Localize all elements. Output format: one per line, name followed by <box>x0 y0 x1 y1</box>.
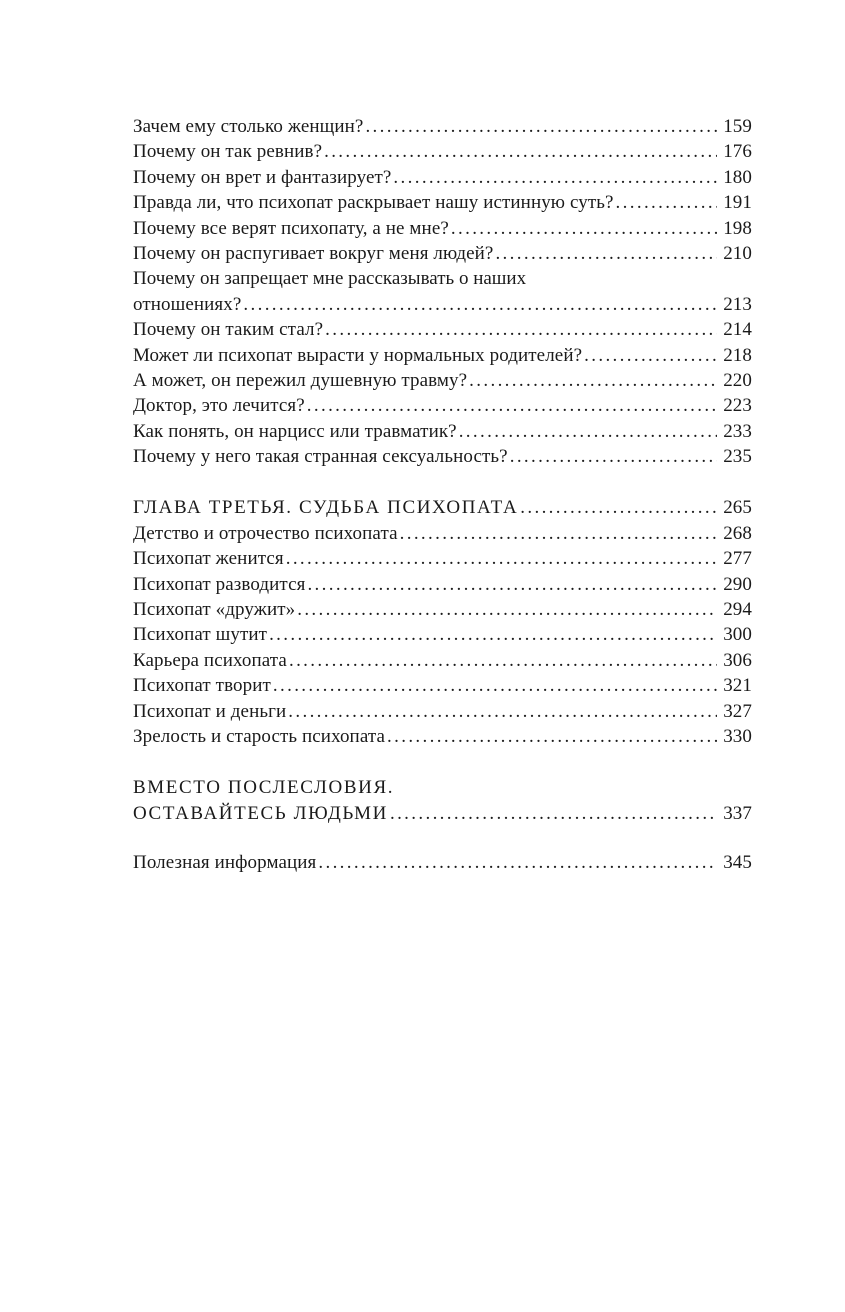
toc-entry-page: 294 <box>723 599 752 621</box>
toc-entry-title: А может, он пережил душевную травму? <box>133 369 468 391</box>
leader-dots <box>510 444 717 469</box>
toc-entry-title: Почему он распугивает вокруг меня людей? <box>133 242 494 264</box>
toc-entry-page: 214 <box>723 319 752 341</box>
afterword-title-line2: ОСТАВАЙТЕСЬ ЛЮДЬМИ <box>133 802 388 824</box>
toc-entry-page: 218 <box>723 344 752 366</box>
toc-entry-title: Карьера психопата <box>133 649 287 671</box>
leader-dots <box>269 622 717 647</box>
toc-entry <box>133 521 752 546</box>
toc-entry-title: Психопат шутит <box>133 624 268 646</box>
toc-entry-title: Почему он так ревнив? <box>133 141 323 163</box>
leader-dots <box>297 597 717 622</box>
leader-dots <box>520 495 717 520</box>
toc-entry-page: 223 <box>723 395 752 417</box>
toc-entry-page: 268 <box>723 522 752 544</box>
leader-dots <box>307 572 717 597</box>
toc-useful-info <box>133 850 752 875</box>
toc-entry <box>133 622 752 647</box>
toc-entry <box>133 241 752 266</box>
leader-dots <box>469 368 717 393</box>
toc-entry <box>133 393 752 418</box>
leader-dots <box>273 673 717 698</box>
toc-entry <box>133 216 752 241</box>
toc-entry <box>133 343 752 368</box>
toc-entry-page: 180 <box>723 166 752 188</box>
toc-entry <box>133 444 752 469</box>
toc-entry-page: 290 <box>723 573 752 595</box>
toc-entry <box>133 165 752 190</box>
toc-entry-title-line1: Почему он запрещает мне рассказывать о наших <box>133 268 527 290</box>
toc-entry-page: 235 <box>723 446 752 468</box>
toc-entry-title: Детство и отрочество психопата <box>133 522 398 544</box>
leader-dots <box>616 190 718 215</box>
section-spacer <box>133 469 752 495</box>
section-spacer <box>133 826 752 850</box>
leader-dots <box>584 343 717 368</box>
leader-dots <box>495 241 717 266</box>
toc-entry-page: 330 <box>723 725 752 747</box>
toc-entry-page: 210 <box>723 242 752 264</box>
toc-entry <box>133 317 752 342</box>
toc-entry-page: 213 <box>723 293 752 315</box>
toc-entry <box>133 724 752 749</box>
leader-dots <box>243 292 717 317</box>
leader-dots <box>286 546 717 571</box>
useful-info-title: Полезная информация <box>133 852 317 874</box>
chapter-title: ГЛАВА ТРЕТЬЯ. СУДЬБА ПСИХОПАТА <box>133 497 519 519</box>
leader-dots <box>451 216 717 241</box>
leader-dots <box>390 801 717 826</box>
toc-entry-page: 327 <box>723 700 752 722</box>
toc-entry-title: Как понять, он нарцисс или травматик? <box>133 420 457 442</box>
toc-entry-title: Почему он таким стал? <box>133 319 324 341</box>
toc-entry <box>133 292 752 317</box>
toc-entry <box>133 648 752 673</box>
toc-entry-page: 159 <box>723 116 752 137</box>
toc-entry <box>133 190 752 215</box>
toc-entry-page: 277 <box>723 548 752 570</box>
leader-dots <box>307 393 717 418</box>
toc-entry <box>133 139 752 164</box>
toc-entry-page: 233 <box>723 420 752 442</box>
toc-entry <box>133 419 752 444</box>
toc-entry-page: 321 <box>723 675 752 697</box>
toc-chapter-heading <box>133 495 752 520</box>
toc-entry-title-line2: отношениях? <box>133 293 242 315</box>
toc-entry-title: Психопат творит <box>133 675 271 697</box>
toc-afterword <box>133 801 752 826</box>
toc-entry <box>133 546 752 571</box>
toc-entry-page: 198 <box>723 217 752 239</box>
toc-entry-title: Психопат женится <box>133 548 284 570</box>
afterword-page: 337 <box>723 802 752 824</box>
toc-entry-title: Почему все верят психопату, а не мне? <box>133 217 449 239</box>
toc-entry-page: 191 <box>723 192 752 214</box>
toc-entry-title: Психопат «дружит» <box>133 599 296 621</box>
table-of-contents <box>133 114 752 876</box>
toc-entry-page: 300 <box>723 624 752 646</box>
leader-dots <box>318 850 717 875</box>
toc-entry-title: Зрелость и старость психопата <box>133 725 386 747</box>
leader-dots <box>325 317 717 342</box>
toc-entry-title: Почему у него такая странная сексуальность? <box>133 446 508 468</box>
leader-dots <box>365 114 717 139</box>
leader-dots <box>289 648 717 673</box>
toc-entry-page: 176 <box>723 141 752 163</box>
toc-entry-page: 220 <box>723 369 752 391</box>
afterword-line1-text: ВМЕСТО ПОСЛЕСЛОВИЯ. <box>133 777 395 799</box>
leader-dots <box>393 165 717 190</box>
leader-dots <box>459 419 717 444</box>
toc-entry <box>133 597 752 622</box>
toc-entry-title: Доктор, это лечится? <box>133 395 305 417</box>
toc-entry-title: Психопат разводится <box>133 573 306 595</box>
toc-entry-page: 306 <box>723 649 752 671</box>
toc-entry <box>133 572 752 597</box>
toc-entry <box>133 673 752 698</box>
toc-entry-title: Почему он врет и фантазирует? <box>133 166 392 188</box>
chapter-page: 265 <box>723 497 752 519</box>
leader-dots <box>324 139 717 164</box>
toc-entry-title: Может ли психопат вырасти у нормальных родителей? <box>133 344 583 366</box>
toc-entry-title: Психопат и деньги <box>133 700 287 722</box>
leader-dots <box>400 521 718 546</box>
leader-dots <box>288 699 717 724</box>
section-spacer <box>133 749 752 775</box>
toc-entry <box>133 114 752 139</box>
toc-entry <box>133 368 752 393</box>
leader-dots <box>387 724 717 749</box>
afterword-title-line1 <box>133 775 752 800</box>
toc-entry <box>133 699 752 724</box>
toc-entry-title: Зачем ему столько женщин? <box>133 116 364 137</box>
useful-info-page: 345 <box>723 852 752 874</box>
toc-entry-title: Правда ли, что психопат раскрывает нашу истинную суть? <box>133 192 614 214</box>
